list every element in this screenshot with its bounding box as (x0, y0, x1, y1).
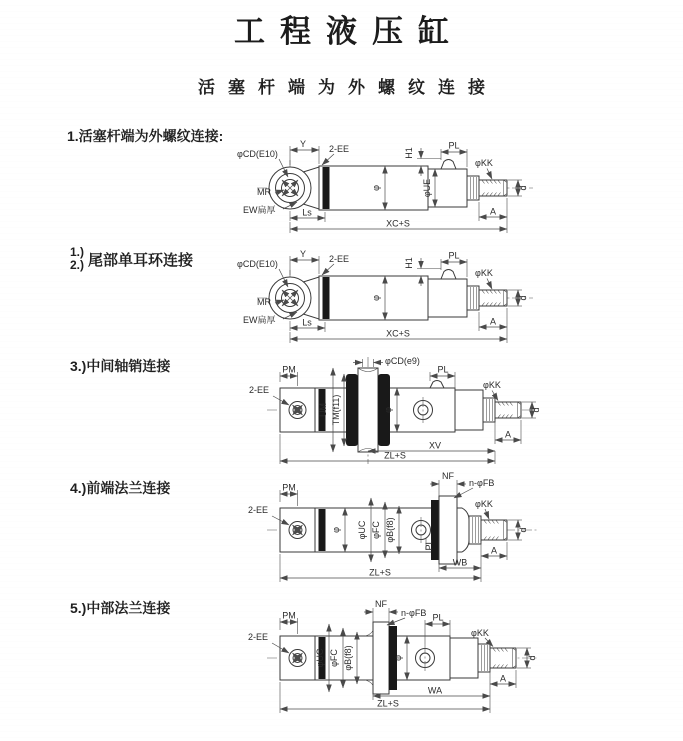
lock-nut (467, 286, 479, 310)
head-gland (428, 169, 467, 207)
dim-label-y: Y (299, 249, 307, 259)
dim-label-fc: φFC (329, 649, 339, 667)
dim-label-ew: EW扁厚 (243, 315, 276, 325)
dim-label-d: d (518, 295, 528, 301)
dim-label-pl: PL (432, 612, 444, 623)
section-2-no-2: 2.) (70, 258, 85, 272)
diagram-1-rod-external-thread (235, 136, 535, 240)
section-1-heading: 1.活塞杆端为外螺纹连接: (67, 128, 224, 144)
seal-band (323, 167, 330, 209)
dim-label-wb: WB (452, 557, 468, 568)
dim-label-n-fb: n-φFB (469, 478, 495, 488)
dim-label-wa: WA (427, 685, 443, 696)
page-title: 工程液压缸 (234, 14, 464, 50)
dim-label-h1: H1 (404, 257, 414, 269)
dim-label-phi: φ (331, 527, 341, 533)
gland-bell (457, 508, 469, 552)
dim-label-a: A (489, 316, 497, 327)
dim-label-y: Y (299, 139, 307, 149)
dim-label-ls: Ls (302, 207, 312, 218)
dim-label-d: d (531, 407, 541, 413)
dim-label-2ee: 2-EE (248, 505, 269, 515)
seal-band (323, 277, 330, 319)
dim-label-phi: φ (393, 655, 403, 661)
dim-label-zls: ZL+S (369, 567, 391, 578)
threaded-rod-end (479, 290, 507, 306)
flange-plate (439, 496, 457, 564)
diagram-5-middle-flange (245, 596, 540, 734)
section-2-no-1: 1.) (70, 245, 85, 259)
dim-label-pm: PM (282, 610, 296, 621)
page-subtitle: 活塞杆端为外螺纹连接 (198, 78, 498, 97)
dim-label-kk: φKK (471, 628, 489, 638)
dim-label-d: d (518, 185, 528, 191)
dim-label-d: d (518, 527, 528, 533)
dim-label-uc: φUC (357, 520, 367, 540)
port-boss (441, 160, 456, 170)
dim-label-kk: φKK (483, 380, 501, 390)
dim-label-uc: φUC (315, 648, 325, 668)
diagram-2-tail-single-eye (235, 246, 535, 350)
dim-label-pl: PL (437, 364, 449, 375)
seal-band (319, 509, 326, 551)
dim-label-kk: φKK (475, 268, 493, 278)
dim-label-h1: H1 (404, 147, 414, 159)
dim-label-b-f8: φB(f8) (343, 645, 353, 671)
dim-label-a: A (489, 206, 497, 217)
dim-label-pm: PM (282, 482, 296, 493)
cylinder-body (267, 357, 535, 464)
dim-label-zls: ZL+S (377, 698, 399, 709)
port-boss (441, 270, 456, 280)
dim-label-kk: φKK (475, 158, 493, 168)
dim-label-pl: PL (448, 250, 460, 261)
section-2-heading (70, 246, 193, 272)
lock-nut (483, 398, 495, 422)
dim-label-pl: PL (424, 539, 434, 551)
dim-label-xcs: XC+S (386, 218, 410, 229)
head-gland (455, 390, 483, 430)
dim-label-2ee: 2-EE (329, 144, 350, 154)
dim-label-a: A (504, 429, 512, 440)
section-2-label: 尾部单耳环连接 (88, 251, 194, 269)
head-gland (450, 638, 478, 678)
dim-label-nf: NF (375, 599, 387, 609)
section-3-heading: 3.)中间轴销连接 (70, 358, 171, 374)
trunnion-block (358, 368, 378, 452)
section-5-heading: 5.)中部法兰连接 (70, 600, 171, 616)
dim-label-ls: Ls (302, 317, 312, 328)
dim-label-phi: φ (371, 295, 381, 301)
flange-plate (373, 622, 389, 694)
dim-label-2ee: 2-EE (329, 254, 350, 264)
dim-label-phi: φ (383, 407, 393, 413)
diagram-4-front-flange (245, 468, 540, 588)
dim-label-tm: TM(f11) (331, 394, 341, 426)
dim-label-kk: φKK (475, 499, 493, 509)
dim-label-cd-e10: φCD(E10) (237, 259, 278, 269)
dim-label-b-f8: φB(f8) (385, 517, 395, 543)
port-boss (430, 381, 444, 389)
dim-label-ue: φUE (422, 178, 432, 198)
section-4-heading: 4.)前端法兰连接 (70, 480, 171, 496)
dim-label-cd-e9: φCD(e9) (385, 356, 420, 366)
dim-label-mr: MR (257, 297, 271, 307)
dim-label-a: A (499, 673, 507, 684)
dim-label-a: A (490, 545, 498, 556)
dim-label-phi: φ (371, 185, 381, 191)
dim-label-mr: MR (257, 187, 271, 197)
lock-nut (478, 644, 490, 672)
dim-label-2ee: 2-EE (249, 385, 270, 395)
lock-nut (469, 516, 481, 544)
threaded-rod-end (495, 402, 521, 418)
lock-nut (467, 176, 479, 200)
dim-label-xv: XV (428, 440, 442, 451)
diagram-3-middle-trunnion (245, 352, 540, 470)
dim-label-fc: φFC (371, 521, 381, 539)
dim-label-zls: ZL+S (384, 450, 406, 461)
dim-label-nf: NF (442, 471, 454, 481)
dim-label-n-fb: n-φFB (401, 608, 427, 618)
dim-label-pm: PM (282, 364, 296, 375)
dim-label-2ee: 2-EE (248, 632, 269, 642)
threaded-rod-end (479, 180, 507, 196)
dim-label-cd-e10: φCD(E10) (237, 149, 278, 159)
dim-label-xcs: XC+S (386, 328, 410, 339)
dim-label-d: d (527, 655, 537, 661)
dim-label-um: UM (318, 403, 328, 417)
head-gland (428, 279, 467, 317)
trunnion-band-left (346, 374, 358, 446)
dim-label-ew: EW扁厚 (243, 205, 276, 215)
dim-label-pl: PL (448, 140, 460, 151)
